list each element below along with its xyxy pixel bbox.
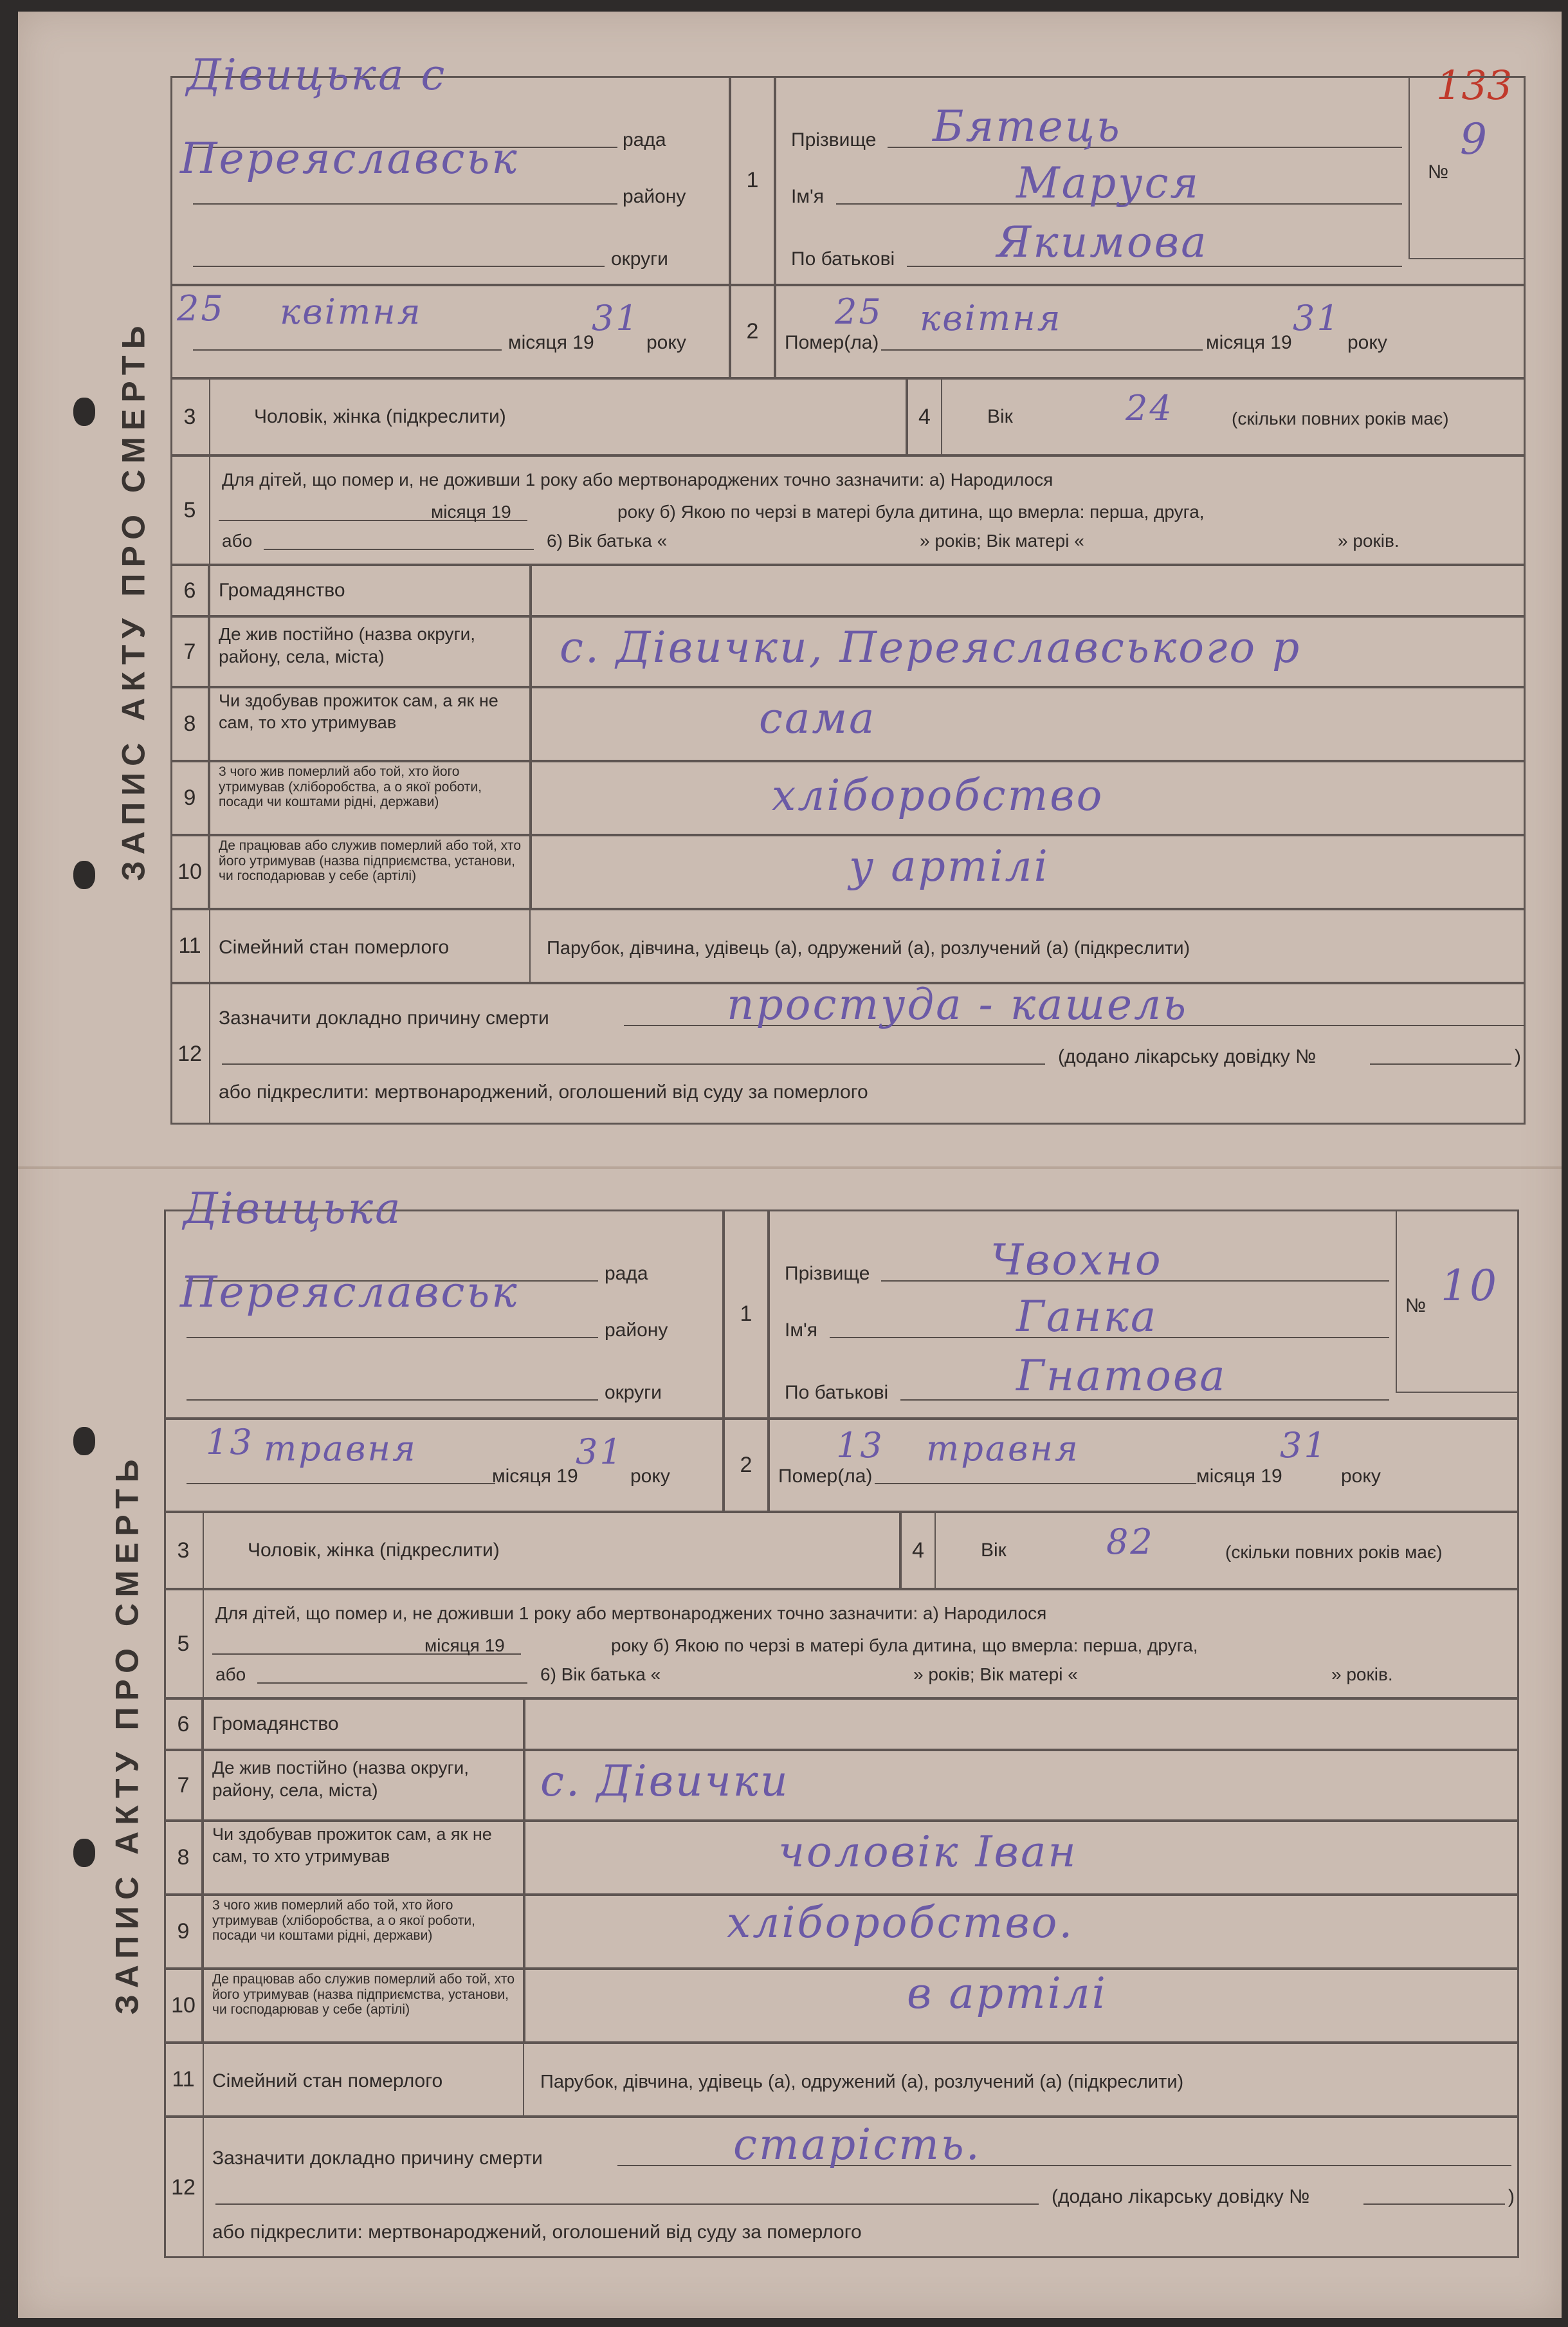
raion-label: району (623, 186, 686, 207)
reg-month: травня (264, 1428, 417, 1469)
month-label: місяця 19 (508, 332, 594, 353)
row-number: 5 (183, 497, 196, 522)
name-label: Ім'я (785, 1320, 817, 1341)
name-value: Ганка (1016, 1292, 1158, 1341)
name-value: Маруся (1016, 158, 1201, 208)
reg-day: 13 (206, 1422, 254, 1462)
children-line-3d: » років. (1331, 1664, 1393, 1684)
death-year: 31 (1280, 1425, 1328, 1466)
row-number: 4 (912, 1538, 924, 1563)
age-value: 24 (1126, 388, 1174, 428)
death-month: травня (926, 1428, 1080, 1469)
binding-hole (73, 398, 95, 426)
age-label: Вік (981, 1540, 1007, 1561)
council-value: Дівицька с (187, 50, 447, 100)
record-number: 9 (1460, 115, 1489, 164)
age-label: Вік (987, 406, 1013, 427)
family-options: Парубок, дівчина, удівець (а), одружений (а), розлучений (а) (підкреслити) (547, 938, 1190, 959)
row-number: 7 (177, 1772, 190, 1798)
row-number: 9 (177, 1919, 190, 1944)
support-value: сама (759, 694, 877, 743)
row-number: 10 (171, 1993, 196, 2018)
cause-value: старість. (733, 2120, 981, 2169)
livelihood-value: хліборобство. (727, 1898, 1075, 1947)
livelihood-label: 3 чого жив померлий або той, хто його утримував (хліборобства, а о якої роботи, посади чи коштами рідні, держави) (219, 764, 482, 810)
row-number: 2 (746, 319, 759, 344)
no-label: № (1428, 161, 1449, 183)
died-label: Помер(ла) (785, 332, 879, 353)
death-month: квітня (920, 298, 1062, 338)
district-value: Переяславськ (180, 1267, 519, 1317)
children-line-3a: або (215, 1664, 246, 1684)
stillborn-label: або підкреслити: мертвонароджений, оголошений від суду за померлого (219, 1081, 868, 1103)
reg-year: 31 (592, 298, 640, 338)
cause-label: Зазначити докладно причину смерти (219, 1007, 549, 1029)
vertical-title: ЗАПИС АКТУ ПРО СМЕРТЬ (109, 1453, 145, 2015)
patronymic-value: Гнатова (1016, 1351, 1227, 1401)
residence-value: с. Дівички, Переяславського р (560, 623, 1302, 672)
row-number: 11 (178, 934, 201, 958)
raion-label: району (605, 1320, 668, 1341)
cause-label: Зазначити докладно причину смерти (212, 2148, 543, 2169)
row-citizenship (164, 1698, 1519, 1750)
died-label: Помер(ла) (778, 1466, 873, 1487)
work-value: в артілі (907, 1969, 1108, 2018)
age-value: 82 (1106, 1522, 1154, 1562)
row-number: 4 (918, 404, 931, 429)
livelihood-label: 3 чого жив померлий або той, хто його утримував (хліборобства, а о якої роботи, посади чи коштами рідні, держави) (212, 1898, 475, 1944)
year-label: року (630, 1466, 670, 1487)
children-line-1: Для дітей, що помер и, не доживши 1 року або мертвонароджених точно зазначити: а) Народилося (215, 1603, 1047, 1623)
row-number: 11 (172, 2067, 195, 2092)
death-day: 25 (835, 291, 883, 332)
cause-value: простуда - кашель (727, 980, 1189, 1029)
year-label: року (1347, 332, 1387, 353)
patronymic-value: Якимова (997, 217, 1208, 267)
row-number: 5 (177, 1631, 190, 1656)
children-line-2: місяця 19 (424, 1635, 505, 1655)
rada-label: рада (605, 1263, 648, 1284)
reg-month: квітня (280, 291, 423, 332)
work-label: Де працював або служив померлий або той, хто його утримував (назва підприємства, установи, чи господарював у себе (артілі) (219, 838, 521, 884)
children-line-3c: » років; Вік матері « (913, 1664, 1078, 1684)
residence-label: Де жив постійно (назва округи, району, села, міста) (212, 1758, 469, 1800)
children-line-3b: 6) Вік батька « (540, 1664, 661, 1684)
support-value: чоловік Іван (778, 1827, 1078, 1877)
okruha-label: округи (605, 1382, 662, 1403)
vertical-title: ЗАПИС АКТУ ПРО СМЕРТЬ (115, 319, 152, 881)
citizenship-label: Громадянство (212, 1713, 339, 1734)
children-line-3d: » років. (1338, 531, 1399, 551)
no-label: № (1405, 1295, 1427, 1316)
age-suffix: (скільки повних років має) (1232, 409, 1449, 428)
row-number: 3 (177, 1538, 190, 1563)
death-date-block (775, 285, 1526, 378)
row-number: 6 (177, 1711, 190, 1736)
support-label: Чи здобував прожиток сам, а як не сам, то хто утримував (212, 1825, 492, 1866)
family-label: Сімейний стан померлого (212, 2070, 443, 2092)
children-line-3a: або (222, 531, 253, 551)
death-year: 31 (1293, 298, 1341, 338)
row-number: 12 (171, 2175, 196, 2200)
surname-value: Чвохно (990, 1235, 1163, 1285)
month-label: місяця 19 (492, 1466, 578, 1487)
death-day: 13 (836, 1425, 884, 1466)
children-line-3b: 6) Вік батька « (547, 531, 668, 551)
month-label: місяця 19 (1196, 1466, 1282, 1487)
family-options: Парубок, дівчина, удівець (а), одружений (а), розлучений (а) (підкреслити) (540, 2072, 1184, 2092)
row-number: 9 (183, 786, 196, 810)
residence-value: с. Дівички (540, 1756, 790, 1806)
certificate-label: (додано лікарську довідку № (1058, 1046, 1317, 1067)
sex-label: Чоловік, жінка (підкреслити) (248, 1540, 500, 1561)
reg-day: 25 (177, 288, 225, 329)
family-label: Сімейний стан померлого (219, 937, 450, 958)
surname-label: Прізвище (791, 129, 877, 151)
row-number: 1 (746, 168, 759, 192)
citizenship-label: Громадянство (219, 580, 345, 601)
page-number: 133 (1436, 62, 1513, 109)
certificate-close: ) (1508, 2186, 1515, 2207)
children-line-3c: » років; Вік матері « (920, 531, 1084, 551)
record-number: 10 (1441, 1261, 1499, 1311)
row-number: 7 (183, 639, 196, 664)
death-record-1 (96, 50, 1526, 1125)
certificate-label: (додано лікарську довідку № (1052, 2186, 1310, 2207)
reg-year: 31 (576, 1431, 624, 1472)
children-line-2: місяця 19 (431, 502, 511, 522)
sex-label: Чоловік, жінка (підкреслити) (254, 406, 506, 427)
binding-hole (73, 861, 95, 889)
okruha-label: округи (611, 248, 668, 270)
name-label: Ім'я (791, 186, 824, 207)
death-record-2 (90, 1184, 1519, 2258)
row-number: 3 (183, 404, 196, 429)
month-label: місяця 19 (1206, 332, 1292, 353)
stillborn-label: або підкреслити: мертвонароджений, оголошений від суду за померлого (212, 2221, 862, 2243)
work-label: Де працював або служив померлий або той, хто його утримував (назва підприємства, установи, чи господарював у себе (артілі) (212, 1972, 515, 2018)
fold-line (18, 1166, 1562, 1169)
children-line-1: Для дітей, що помер и, не доживши 1 року або мертвонароджених точно зазначити: а) Народилося (222, 470, 1053, 490)
row-number: 1 (740, 1301, 752, 1326)
patronymic-label: По батькові (785, 1382, 889, 1403)
council-value: Дівицька (183, 1184, 403, 1233)
surname-label: Прізвище (785, 1263, 870, 1284)
row-number: 6 (183, 578, 196, 603)
patronymic-label: По батькові (791, 248, 895, 270)
support-label: Чи здобував прожиток сам, а як не сам, то хто утримував (219, 691, 498, 732)
rada-label: рада (623, 129, 666, 151)
district-value: Переяславськ (180, 134, 519, 183)
row-number: 8 (183, 712, 196, 736)
certificate-close: ) (1515, 1046, 1521, 1067)
record-number-box (1408, 76, 1526, 259)
age-suffix: (скільки повних років має) (1225, 1542, 1443, 1562)
year-label: року (1341, 1466, 1381, 1487)
row-citizenship (170, 565, 1526, 616)
year-label: року (646, 332, 686, 353)
children-line-2b: року б) Якою по черзі в матері була дитина, що вмерла: перша, друга, (617, 502, 1205, 522)
work-value: у артілі (849, 842, 1050, 891)
residence-label: Де жив постійно (назва округи, району, села, міста) (219, 624, 476, 667)
livelihood-value: хліборобство (772, 771, 1104, 820)
row-number: 10 (178, 860, 202, 884)
row-number: 8 (177, 1845, 190, 1870)
children-line-2b: року б) Якою по черзі в матері була дитина, що вмерла: перша, друга, (611, 1635, 1198, 1655)
surname-value: Бятець (933, 102, 1122, 151)
row-number: 2 (740, 1453, 752, 1477)
row-number: 12 (178, 1041, 202, 1066)
